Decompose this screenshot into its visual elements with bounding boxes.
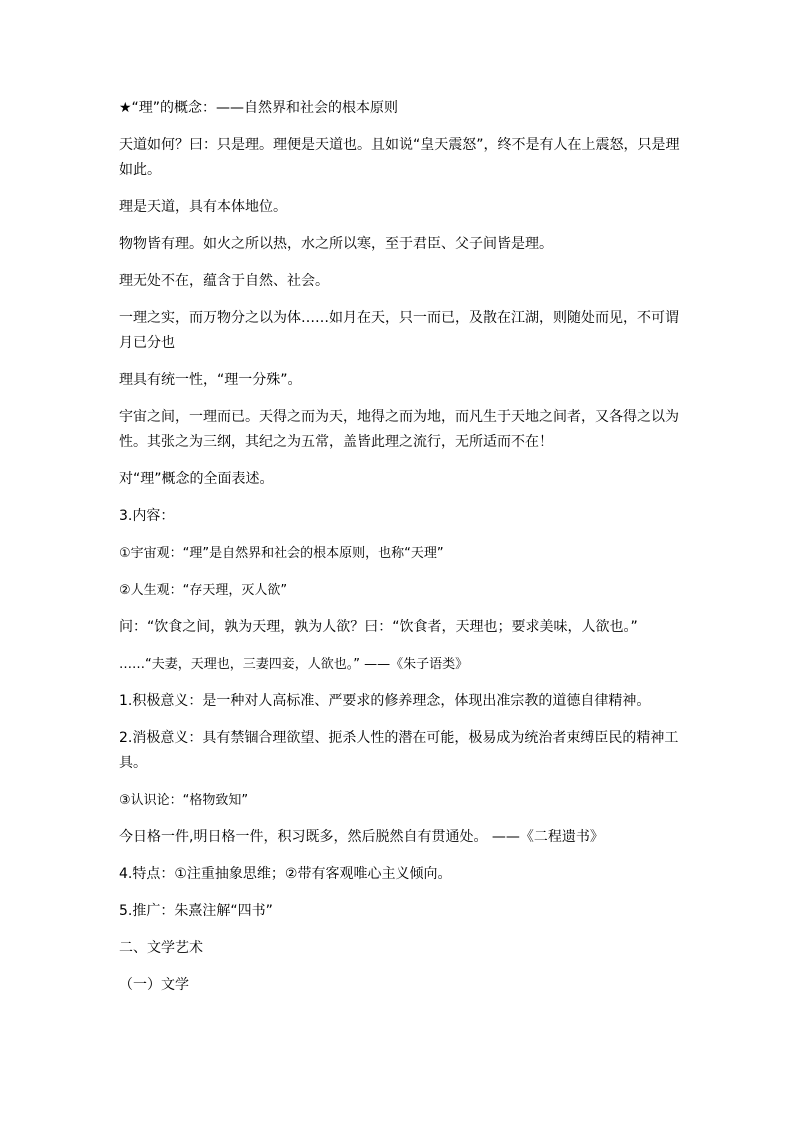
subsection-heading-literature: （一）文学 bbox=[119, 977, 189, 993]
note-full-expression: 对“理”概念的全面表述。 bbox=[119, 471, 274, 487]
item-negative-meaning: 2.消极意义：具有禁锢合理欲望、扼杀人性的潜在可能，极易成为统治者束缚臣民的精神工具。 bbox=[119, 730, 679, 771]
item-outlook-on-life: ②人生观：“存天理，灭人欲” bbox=[119, 583, 288, 598]
paragraph-everything-has-li: 物物皆有理。如火之所以热，水之所以寒，至于君臣、父子间皆是理。 bbox=[119, 236, 553, 252]
quote-tiandao: 天道如何？曰：只是理。理便是天道也。且如说“皇天震怒”，终不是有人在上震怒，只是理如此。 bbox=[119, 137, 680, 178]
item-epistemology: ③认识论：“格物致知” bbox=[119, 793, 249, 808]
item-positive-meaning: 1.积极意义：是一种对人高标准、严要求的修养理念，体现出准宗教的道德自律精神。 bbox=[119, 693, 651, 709]
item-features: 4.特点：①注重抽象思维；②带有客观唯心主义倾向。 bbox=[119, 866, 452, 882]
item-cosmology: ①宇宙观：“理”是自然界和社会的根本原则，也称“天理” bbox=[119, 546, 444, 561]
quote-universe-one-li: 宇宙之间，一理而已。天得之而为天，地得之而为地，而凡生于天地之间者，又各得之以为性。其张之为三纲，其纪之为五常，盖皆此理之流行，无所适而不在！ bbox=[119, 409, 679, 450]
note-li-everywhere: 理无处不在，蕴含于自然、社会。 bbox=[119, 273, 329, 289]
quote-moon-analogy: 一理之实，而万物分之以为体……如月在天，只一而已，及散在江湖，则随处而见，不可谓月已分也 bbox=[119, 310, 679, 351]
quote-food-question: 问：“饮食之间，孰为天理，孰为人欲？曰：“饮食者，天理也；要求美味，人欲也。” bbox=[119, 619, 638, 635]
quote-gewu: 今日格一件,明日格一件，积习既多，然后脱然自有贯通处。 ——《二程遗书》 bbox=[119, 829, 604, 845]
section-heading-li-concept: ★“理”的概念：——自然界和社会的根本原则 bbox=[119, 100, 399, 116]
note-li-unity: 理具有统一性，“理一分殊”。 bbox=[119, 372, 302, 388]
quote-marriage: ……“夫妻，天理也，三妻四妾，人欲也。” ——《朱子语类》 bbox=[119, 657, 469, 672]
note-li-is-tiandao: 理是天道，具有本体地位。 bbox=[119, 199, 287, 215]
section-heading-literature-art: 二、文学艺术 bbox=[119, 940, 203, 956]
heading-content: 3.内容： bbox=[119, 508, 175, 524]
item-promotion: 5.推广：朱熹注解“四书” bbox=[119, 903, 273, 919]
